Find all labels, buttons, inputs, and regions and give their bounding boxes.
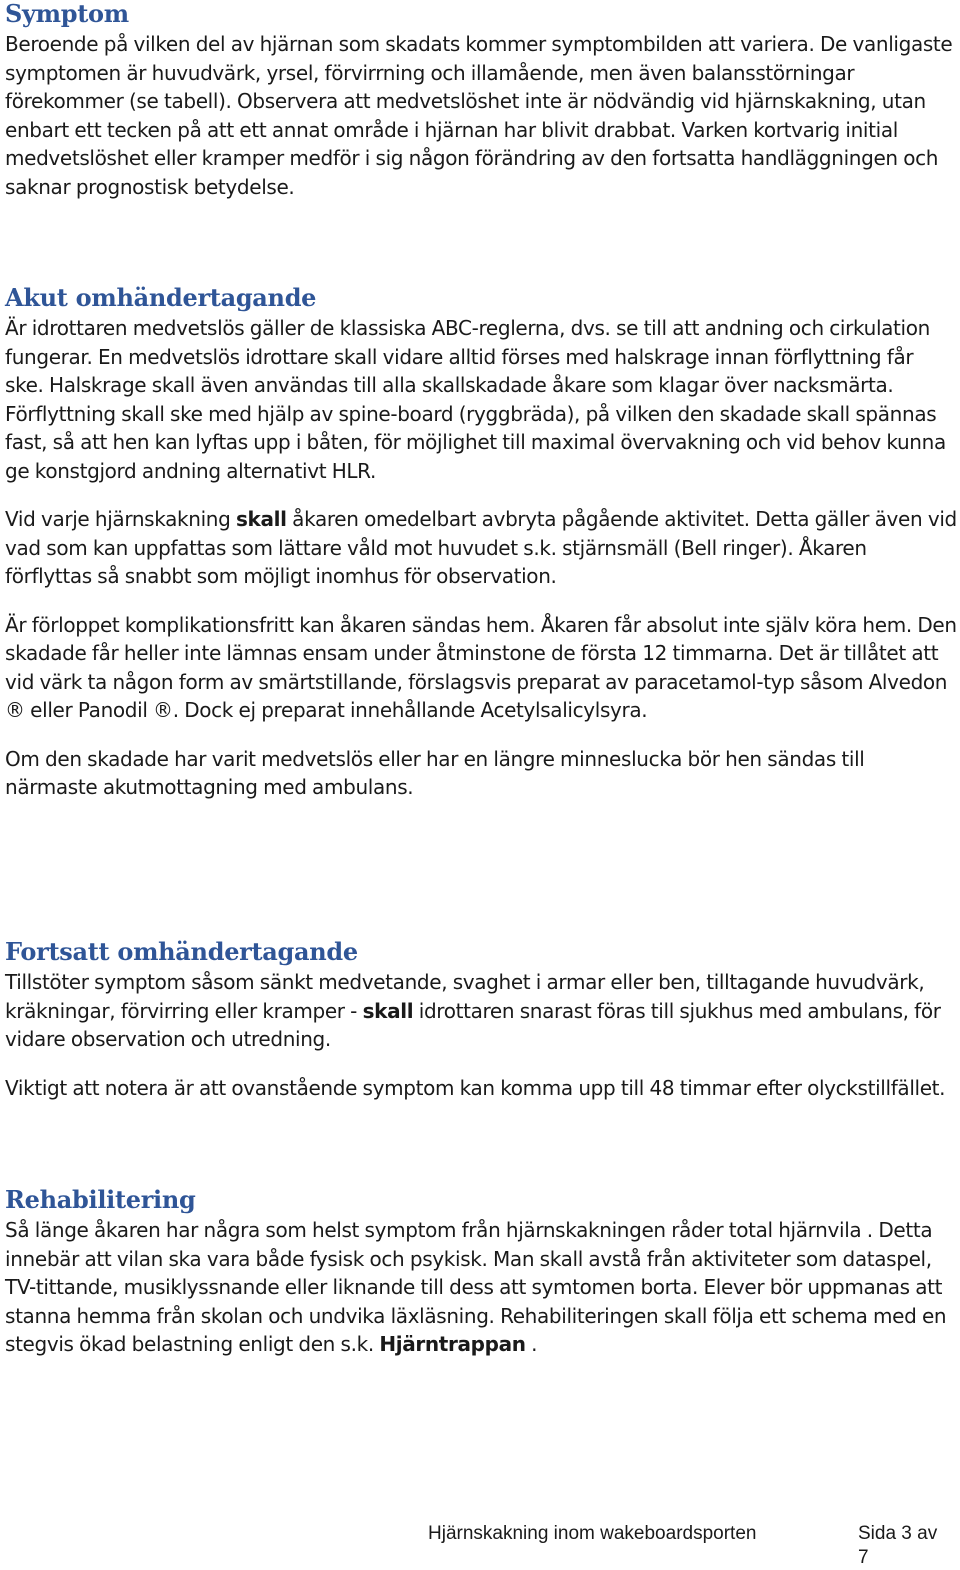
fortsatt-p1-text: Tillstöter symptom såsom sänkt medvetande, svaghet i armar eller ben, tilltagande huvudvärk, kräkningar, förvirring eller kramper - xyxy=(5,970,925,1023)
akut-p2-text: Vid varje hjärnskakning xyxy=(5,507,236,531)
akut-paragraph-2 xyxy=(5,505,957,591)
footer-document-title: Hjärnskakning inom wakeboardsporten xyxy=(428,1523,757,1544)
fortsatt-paragraph-1 xyxy=(5,968,957,1054)
section-heading-symptom: Symptom xyxy=(5,0,129,28)
akut-paragraph-1: Är idrottaren medvetslös gäller de klassiska ABC-reglerna, dvs. se till att andning och cirkulation fungerar. En medvetslös idrottare skall vidare alltid förses med halskrage innan förflyttning får ske. Halskrage skall även användas till alla skallskadade åkare som klagar över nacksmärta. Förflyttning skall ske med hjälp av spine-board (ryggbräda), på vilken den skadade skall spännas fast, så att hen kan lyftas upp i båten, för möjlighet till maximal övervakning och vid behov kunna ge konstgjord andning alternativt HLR. xyxy=(5,316,946,483)
section-rehab xyxy=(5,1186,957,1359)
section-heading-fortsatt: Fortsatt omhändertagande xyxy=(5,937,358,966)
fortsatt-p1-bold: skall xyxy=(362,998,414,1023)
rehab-p1-bold: Hjärntrappan xyxy=(379,1332,526,1356)
symptom-paragraph: Beroende på vilken del av hjärnan som skadats kommer symptombilden att variera. De vanligaste symptomen är huvudvärk, yrsel, förvirrning och illamående, men även balansstörningar förekommer (se tabell). Observera att medvetslöshet inte är nödvändig vid hjärnskakning, utan enbart ett tecken på att ett annat område i hjärnan har blivit drabbat. Varken kortvarig initial medvetslöshet eller kramper medför i sig någon förändring av den fortsatta handläggningen och saknar prognostisk betydelse. xyxy=(5,32,953,199)
akut-paragraph-4: Om den skadade har varit medvetslös eller har en längre minneslucka bör hen sändas till närmaste akutmottagning med ambulans. xyxy=(5,746,865,799)
fortsatt-paragraph-2: Viktigt att notera är att ovanstående symptom kan komma upp till 48 timmar efter olyckstillfället. xyxy=(5,1075,946,1100)
section-symptom xyxy=(5,0,957,201)
akut-paragraph-3: Är förloppet komplikationsfritt kan åkaren sändas hem. Åkaren får absolut inte själv köra hem. Den skadade får heller inte lämnas ensam under åtminstone de första 12 timmarna. Det är tillåtet att vid värk ta någon form av smärtstillande, förslagsvis preparat av paracetamol-typ såsom Alvedon ® eller Panodil ®. Dock ej preparat innehållande Acetylsalicylsyra. xyxy=(5,612,957,722)
section-akut xyxy=(5,284,957,802)
footer-page-number: Sida 3 av 7 xyxy=(858,1523,938,1568)
rehab-paragraph xyxy=(5,1216,957,1359)
section-heading-akut: Akut omhändertagande xyxy=(5,283,317,312)
rehab-p1-text: Så länge åkaren har några som helst symptom från hjärnskakningen råder total hjärnvila . Detta innebär att vilan ska vara både fysisk och psykisk. Man skall avstå från aktiviteter som dataspel, TV-tittande, musiklyssnande eller liknande till dess att symtomen borta. Elever bör uppmanas att stanna hemma från skolan och undvika läxläsning. Rehabiliteringen skall följa ett schema med en stegvis ökad belastning enligt den s.k. xyxy=(5,1218,947,1356)
akut-p2-text-after: åkaren omedelbart avbryta pågående aktivitet. Detta gäller även vid vad som kan uppfattas som lättare våld mot huvudet s.k. stjärnsmäll (Bell ringer). Åkaren förflyttas så snabbt som möjligt inomhus för observation. xyxy=(5,507,957,588)
fortsatt-p1-text-after: idrottaren snarast föras till sjukhus med ambulans, för vidare observation och utredning. xyxy=(5,998,941,1051)
akut-p2-bold: skall xyxy=(235,507,287,531)
rehab-p1-text-after: . xyxy=(525,1332,538,1356)
section-fortsatt xyxy=(5,938,957,1102)
section-heading-rehab: Rehabilitering xyxy=(5,1185,196,1214)
